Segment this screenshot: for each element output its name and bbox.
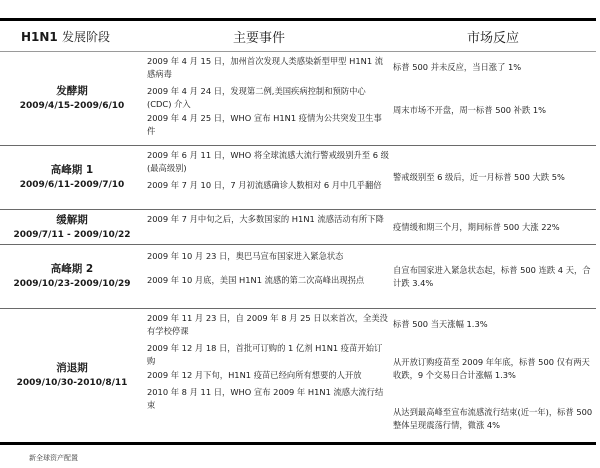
event-item: 2010 年 8 月 11 日，WHO 宣布 2009 年 H1N1 流感大流行结束 <box>147 387 384 410</box>
reaction-cell <box>389 52 596 145</box>
reaction-item: 疫情缓和期三个月，期间标普 500 大涨 22% <box>393 221 560 232</box>
phase-cell <box>0 146 144 209</box>
event-item: 2009 年 10 月 23 日，奥巴马宣布国家进入紧急状态 <box>147 251 344 261</box>
event-item: 2009 年 6 月 11 日，WHO 将全球流感大流行警戒级别升至 6 级(最高级别) <box>147 150 389 173</box>
events-cell <box>144 245 389 308</box>
reaction-cell <box>389 210 596 244</box>
table-row <box>0 210 596 245</box>
reaction-item: 从达到最高峰至宣布流感流行结束(近一年)，标普 500 整体呈现震荡行情，微涨 4% <box>393 407 593 430</box>
events-cell <box>144 146 389 209</box>
source-footnote: 新全球资产配置 <box>29 454 78 462</box>
table-row <box>0 146 596 210</box>
table-row <box>0 52 596 146</box>
event-item: 2009 年 4 月 25 日，WHO 宣布 H1N1 疫情为公共突发卫生事件 <box>147 113 382 136</box>
phase-dates: 2009/4/15-2009/6/10 <box>19 101 125 111</box>
table-header <box>0 21 596 52</box>
table-row <box>0 309 596 445</box>
event-item: 2009 年 12 月下旬，H1N1 疫苗已经向所有想要的人开放 <box>147 370 362 380</box>
phase-name: 高峰期 2 <box>50 263 94 275</box>
reaction-item: 警戒级别至 6 级后，近一月标普 500 大跌 5% <box>393 172 565 182</box>
reaction-cell <box>389 309 596 442</box>
event-item: 2009 年 7 月中旬之后，大多数国家的 H1N1 流感活动有所下降 <box>147 214 384 224</box>
event-item: 2009 年 4 月 15 日，加州首次发现人类感染新型甲型 H1N1 流感病毒 <box>147 56 384 79</box>
event-item: 2009 年 11 月 23 日，自 2009 年 8 月 25 日以来首次，全美没有学校停课 <box>147 313 388 336</box>
event-item: 2009 年 7 月 10 日，7 月初流感确诊人数相对 6 月中几乎翻倍 <box>147 180 382 190</box>
phase-dates: 2009/6/11-2009/7/10 <box>19 180 125 190</box>
events-cell <box>144 309 389 442</box>
h1n1-market-table <box>0 18 596 445</box>
phase-cell <box>0 210 144 244</box>
phase-dates: 2009/10/23-2009/10/29 <box>13 279 131 289</box>
reaction-item: 标普 500 并未反应，当日涨了 1% <box>393 61 522 72</box>
events-cell <box>144 210 389 244</box>
reaction-item: 周末市场不开盘，周一标普 500 补跌 1% <box>393 104 547 115</box>
phase-cell <box>0 309 144 442</box>
reaction-cell <box>389 245 596 308</box>
header-phase <box>0 28 128 45</box>
phase-cell <box>0 52 144 145</box>
phase-name: 高峰期 1 <box>50 164 94 176</box>
phase-dates: 2009/7/11 - 2009/10/22 <box>13 229 131 240</box>
phase-name: 缓解期 <box>56 213 88 226</box>
reaction-item: 从开放订购疫苗至 2009 年年底，标普 500 仅有两天收跌，9 个交易日合计涨幅 1.3% <box>393 357 590 380</box>
phase-name: 消退期 <box>56 362 88 374</box>
event-item: 2009 年 4 月 24 日，发现第二例,美国疾病控制和预防中心(CDC) 介入 <box>147 86 366 109</box>
phase-dates: 2009/10/30-2010/8/11 <box>16 378 128 388</box>
header-phase-label: 发展阶段 <box>61 29 110 44</box>
reaction-cell <box>389 146 596 209</box>
header-events: 主要事件 <box>232 30 285 46</box>
event-item: 2009 年 10 月底，美国 H1N1 流感的第二次高峰出现拐点 <box>147 275 365 285</box>
phase-name: 发酵期 <box>56 85 88 97</box>
header-phase-prefix: H1N1 <box>21 29 62 44</box>
reaction-item: 自宣布国家进入紧急状态起，标普 500 连跌 4 天，合计跌 3.4% <box>393 264 591 288</box>
table-row <box>0 245 596 309</box>
phase-cell <box>0 245 144 308</box>
header-market-reaction: 市场反应 <box>466 30 519 46</box>
events-cell <box>144 52 389 145</box>
reaction-item: 标普 500 当天涨幅 1.3% <box>393 318 488 329</box>
event-item: 2009 年 12 月 18 日，首批可订购的 1 亿剂 H1N1 疫苗开始订购 <box>147 343 383 366</box>
